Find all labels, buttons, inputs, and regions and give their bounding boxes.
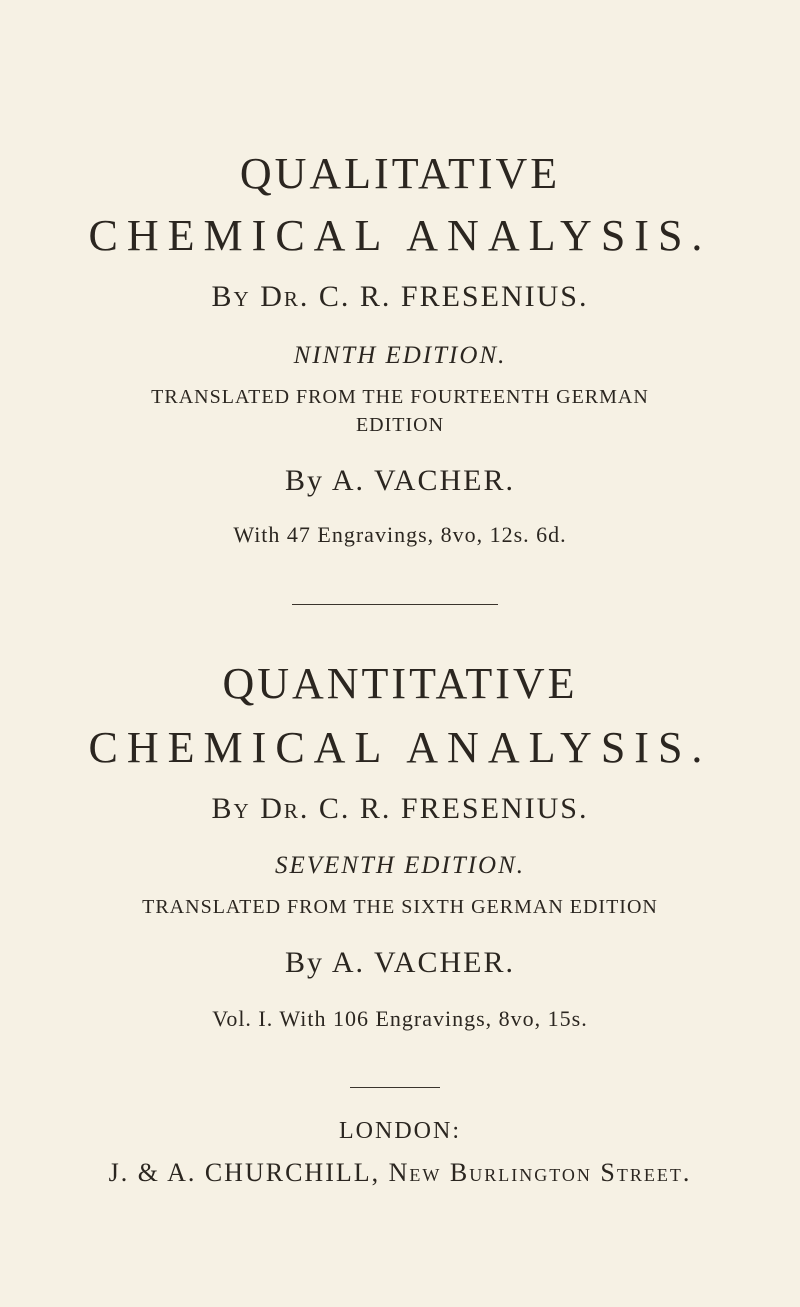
book-1-title-line-2: CHEMICAL ANALYSIS. [88,211,712,260]
book-2-title-line-2: CHEMICAL ANALYSIS. [88,723,712,772]
imprint-publisher-text: J. & A. CHURCHILL, New Burlington Street. [108,1158,692,1187]
imprint-divider [350,1087,440,1088]
book-1-author-text: By Dr. C. R. FRESENIUS. [211,280,589,313]
book-1-title-line-1: QUALITATIVE [239,149,561,198]
book-2-details: Vol. I. With 106 Engravings, 8vo, 15s. [212,1006,588,1031]
book-2-author-text: By Dr. C. R. FRESENIUS. [211,792,589,825]
book-2-translated-line-1: TRANSLATED FROM THE SIXTH GERMAN EDITION [142,896,658,918]
book-2-edition: SEVENTH EDITION. [274,852,526,879]
book-1-edition: NINTH EDITION. [293,342,507,369]
section-divider [292,604,498,605]
book-2-translator-text: By A. VACHER. [285,946,515,979]
book-2-title-line-1: QUANTITATIVE [222,659,578,708]
book-1-author [0,280,800,314]
imprint-city: LONDON: [339,1118,461,1144]
book-1-translator-text: By A. VACHER. [285,464,515,497]
imprint-publisher [0,1158,800,1188]
book-1-translated-line-2: EDITION [355,414,445,436]
book-2-translator [0,946,800,980]
book-1-details: With 47 Engravings, 8vo, 12s. 6d. [233,522,567,547]
book-1-translator [0,464,800,498]
book-1-translated-line-1: TRANSLATED FROM THE FOURTEENTH GERMAN [151,386,649,408]
book-2-author [0,792,800,826]
